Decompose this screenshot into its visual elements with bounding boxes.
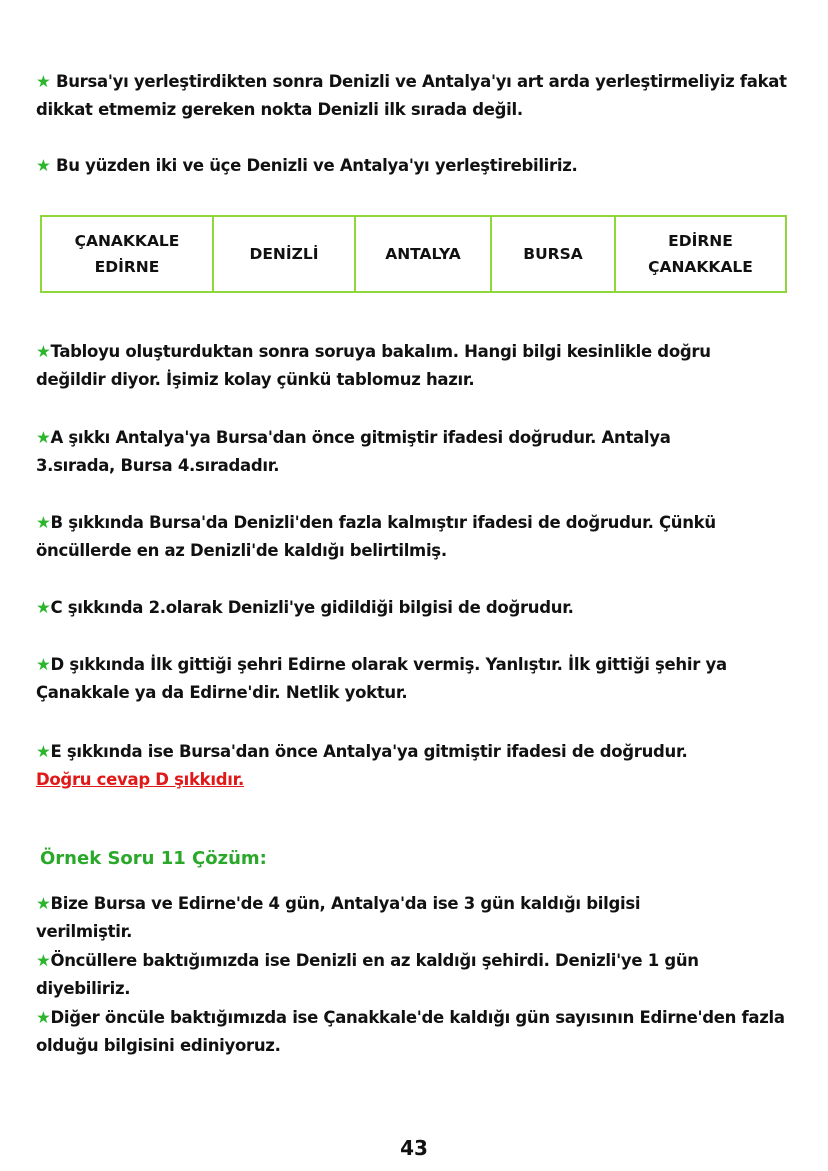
solution-heading: Örnek Soru 11 Çözüm: — [40, 848, 267, 869]
paragraph: ★C şıkkında 2.olarak Denizli'ye gidildiği bilgisi de doğrudur. — [36, 598, 574, 617]
star-icon: ★ — [36, 655, 51, 674]
star-icon: ★ — [36, 342, 51, 361]
paragraph: ★Öncüllere baktığımızda ise Denizli en az kaldığı şehirdi. Denizli'ye 1 gün diyebiliriz. — [36, 951, 699, 998]
answer-text: Doğru cevap D şıkkıdır. — [36, 770, 245, 789]
paragraph: ★ Bu yüzden iki ve üçe Denizli ve Antalya'yı yerleştirebiliriz. — [36, 156, 578, 175]
star-icon: ★ — [36, 428, 51, 447]
paragraph: ★A şıkkı Antalya'ya Bursa'dan önce gitmiştir ifadesi doğrudur. Antalya 3.sırada, Bursa 4.sıradadır. — [36, 428, 671, 475]
table-cell: BURSA — [491, 216, 615, 292]
table-cell: ÇANAKKALE EDİRNE — [41, 216, 213, 292]
paragraph: ★ Bursa'yı yerleştirdikten sonra Denizli ve Antalya'yı art arda yerleştirmeliyiz fakat dikkat etmemiz gereken nokta Denizli ilk sırada değil. — [36, 72, 787, 119]
paragraph: ★D şıkkında İlk gittiği şehri Edirne olarak vermiş. Yanlıştır. İlk gittiği şehir ya Çanakkale ya da Edirne'dir. Netlik yoktur. — [36, 655, 727, 702]
star-icon: ★ — [36, 951, 51, 970]
table-cell: ANTALYA — [355, 216, 491, 292]
star-icon: ★ — [36, 513, 51, 532]
paragraph: ★Diğer öncüle baktığımızda ise Çanakkale'de kaldığı gün sayısının Edirne'den fazla olduğu bilgisini ediniyoruz. — [36, 1008, 785, 1055]
paragraph: ★B şıkkında Bursa'da Denizli'den fazla kalmıştır ifadesi de doğrudur. Çünkü öncüllerde en az Denizli'de kaldığı belirtilmiş. — [36, 513, 716, 560]
paragraph: ★Tabloyu oluşturduktan sonra soruya bakalım. Hangi bilgi kesinlikle doğru değildir diyor. İşimiz kolay çünkü tablomuz hazır. — [36, 342, 711, 389]
star-icon: ★ — [36, 156, 51, 175]
paragraph: ★Bize Bursa ve Edirne'de 4 gün, Antalya'da ise 3 gün kaldığı bilgisi verilmiştir. — [36, 894, 641, 941]
page-number: 43 — [400, 1136, 428, 1160]
table-cell: DENİZLİ — [213, 216, 355, 292]
city-order-table — [40, 215, 787, 293]
star-icon: ★ — [36, 598, 51, 617]
table-cell: EDİRNE ÇANAKKALE — [615, 216, 786, 292]
paragraph: ★E şıkkında ise Bursa'dan önce Antalya'ya gitmiştir ifadesi de doğrudur. Doğru cevap D şıkkıdır. — [36, 742, 688, 789]
star-icon: ★ — [36, 72, 51, 91]
star-icon: ★ — [36, 1008, 51, 1027]
star-icon: ★ — [36, 894, 51, 913]
star-icon: ★ — [36, 742, 51, 761]
